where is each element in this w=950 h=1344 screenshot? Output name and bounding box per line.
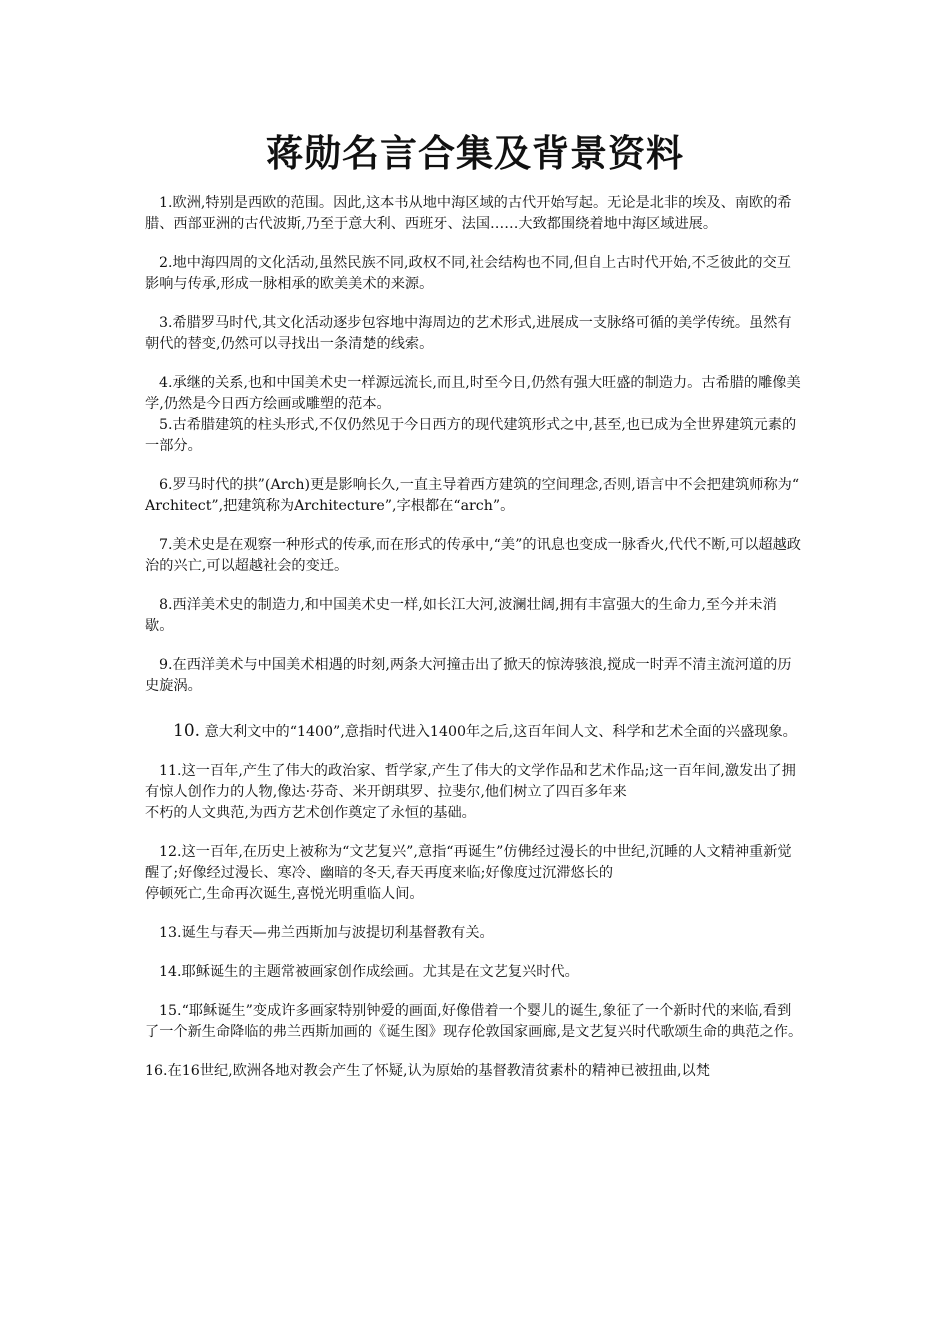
paragraph-1: 1.欧洲,特别是西欧的范围。因此,这本书从地中海区域的古代开始写起。无论是北非的埃及、南欧的希腊、西部亚洲的古代波斯,乃至于意大利、西班牙、法国……大致都围绕着地中海区域进展。 [145,195,792,232]
paragraph-12-line2: 停顿死亡,生命再次诞生,喜悦光明重临人间。 [145,886,424,902]
paragraph-4: 4.承继的关系,也和中国美术史一样源远流长,而且,时至今日,仍然有强大旺盛的制造力。古希腊的雕像美学,仍然是今日西方绘画或雕塑的范本。 [145,375,801,412]
paragraph-2: 2.地中海四周的文化活动,虽然民族不同,政权不同,社会结构也不同,但自上古时代开始,不乏彼此的交互影响与传承,形成一脉相承的欧美美术的来源。 [145,255,791,292]
paragraph-10-number: 10. [173,721,201,741]
document-body [145,193,805,1100]
paragraph-10-text: 意大利文中的“1400”,意指时代进入1400年之后,这百年间人文、科学和艺术全面的兴盛现象。 [204,724,797,740]
paragraph-15: 15.“耶稣诞生”变成许多画家特别钟爱的画面,好像借着一个婴儿的诞生,象征了一个新时代的来临,看到了一个新生命降临的弗兰西斯加画的《诞生图》现存伦敦国家画廊,是文艺复兴时代歌颂生命的典范之作。 [145,1003,803,1040]
paragraph-3: 3.希腊罗马时代,其文化活动逐步包容地中海周边的艺术形式,进展成一支脉络可循的美学传统。虽然有朝代的替变,仍然可以寻找出一条清楚的线索。 [145,315,792,352]
paragraph-6: 6.罗马时代的拱”(Arch)更是影响长久,一直主导着西方建筑的空间理念,否则,语言中不会把建筑师称为“ Architect”,把建筑称为Architecture”,字根都在“arch”。 [145,477,800,514]
paragraph-14: 14.耶稣诞生的主题常被画家创作成绘画。尤其是在文艺复兴时代。 [159,964,579,980]
document-title: 蒋勋名言合集及背景资料 [266,131,684,175]
paragraph-8: 8.西洋美术史的制造力,和中国美术史一样,如长江大河,波澜壮阔,拥有丰富强大的生命力,至今并未消歇。 [145,597,777,634]
paragraph-10 [145,721,805,743]
paragraph-7: 7.美术史是在观察一种形式的传承,而在形式的传承中,“美”的讯息也变成一脉香火,代代不断,可以超越政治的兴亡,可以超越社会的变迁。 [145,537,801,574]
paragraph-12 [145,842,805,905]
paragraph-11 [145,761,805,824]
paragraph-11-line1: 11.这一百年,产生了伟大的政治家、哲学家,产生了伟大的文学作品和艺术作品;这一百年间,激发出了拥有惊人创作力的人物,像达·芬奇、米开朗琪罗、拉斐尔,他们树立了四百多年来 [145,763,796,800]
paragraph-5: 5.古希腊建筑的柱头形式,不仅仍然见于今日西方的现代建筑形式之中,甚至,也已成为全世界建筑元素的一部分。 [145,417,797,454]
paragraph-16: 16.在16世纪,欧洲各地对教会产生了怀疑,认为原始的基督教清贫素朴的精神已被扭曲,以梵 [145,1063,710,1079]
paragraph-9: 9.在西洋美术与中国美术相遇的时刻,两条大河撞击出了掀天的惊涛骇浪,搅成一时弄不清主流河道的历史旋涡。 [145,657,792,694]
paragraph-13: 13.诞生与春天—弗兰西斯加与波提切利基督教有关。 [159,925,494,941]
paragraph-12-line1: 12.这一百年,在历史上被称为“文艺复兴”,意指“再诞生”仿佛经过漫长的中世纪,沉睡的人文精神重新觉醒了;好像经过漫长、寒冷、幽暗的冬天,春天再度来临;好像度过沉滞悠长的 [145,844,792,881]
paragraph-11-line2: 不朽的人文典范,为西方艺术创作奠定了永恒的基础。 [145,805,476,821]
